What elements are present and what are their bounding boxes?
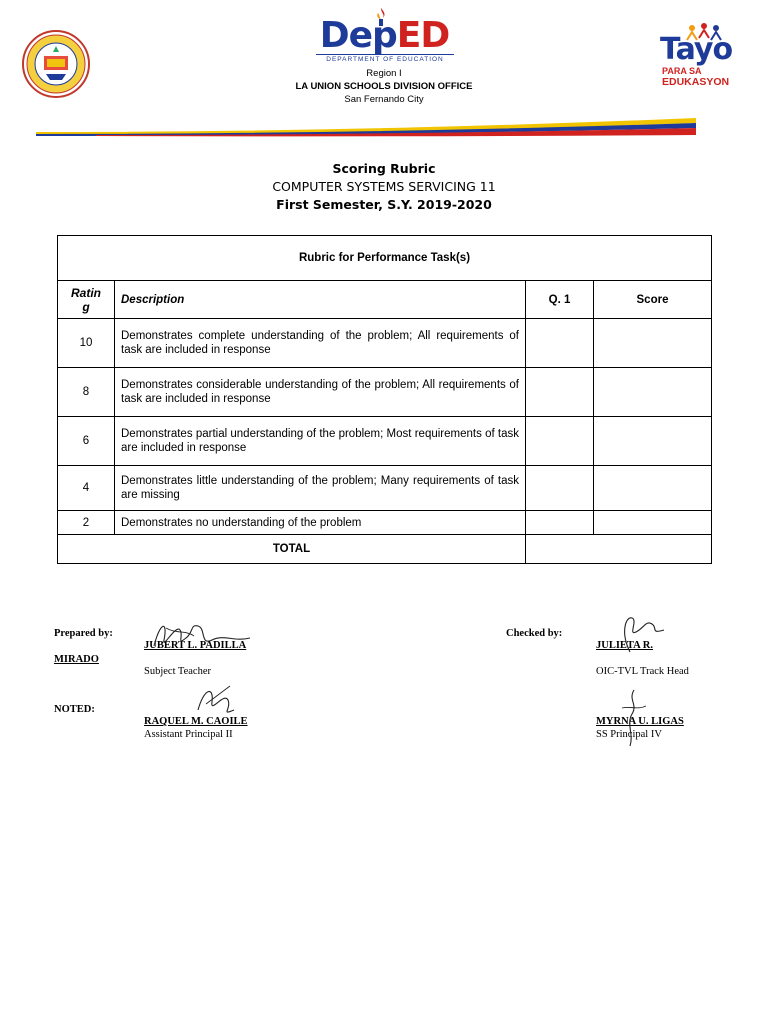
office-address-block bbox=[200, 67, 568, 106]
principal-name: MYRNA U. LIGAS bbox=[596, 716, 684, 727]
header-description: Description bbox=[115, 281, 526, 319]
prepared-name: JUBERT L. PADILLA bbox=[144, 640, 247, 651]
header-q1: Q. 1 bbox=[526, 281, 594, 319]
principal-title: SS Principal IV bbox=[596, 729, 662, 740]
table-row bbox=[58, 511, 712, 535]
deped-logo bbox=[312, 8, 457, 68]
tayo-logo-sub1: PARA SA bbox=[662, 66, 702, 76]
header-rating: Ratin g bbox=[58, 281, 115, 319]
prepared-title: Subject Teacher bbox=[144, 666, 211, 677]
q1-cell bbox=[526, 368, 594, 417]
score-cell bbox=[594, 319, 712, 368]
rating-cell: 2 bbox=[58, 511, 115, 535]
deped-logo-text-dep: Dep bbox=[319, 15, 397, 56]
table-row bbox=[58, 466, 712, 511]
table-row bbox=[58, 368, 712, 417]
q1-cell bbox=[526, 319, 594, 368]
rating-cell: 10 bbox=[58, 319, 115, 368]
office-name: LA UNION SCHOOLS DIVISION OFFICE bbox=[295, 81, 473, 92]
division-seal-logo bbox=[16, 30, 96, 98]
description-cell: Demonstrates no understanding of the problem bbox=[115, 511, 526, 535]
signature-julieta bbox=[610, 612, 666, 656]
rubric-table bbox=[57, 235, 712, 564]
checked-name: JULIETA R. bbox=[596, 640, 653, 651]
checked-title: OIC-TVL Track Head bbox=[596, 666, 689, 677]
signature-padilla bbox=[146, 616, 256, 656]
score-cell bbox=[594, 511, 712, 535]
q1-cell bbox=[526, 417, 594, 466]
total-row bbox=[58, 535, 712, 564]
title-course: COMPUTER SYSTEMS SERVICING 11 bbox=[272, 179, 496, 194]
rating-cell: 8 bbox=[58, 368, 115, 417]
table-row bbox=[58, 417, 712, 466]
deped-logo-text-ed: ED bbox=[396, 15, 450, 56]
signature-ligas bbox=[612, 686, 652, 750]
rubric-caption: Rubric for Performance Task(s) bbox=[58, 236, 712, 281]
deped-logo-subtitle: DEPARTMENT OF EDUCATION bbox=[316, 54, 454, 63]
table-row bbox=[58, 319, 712, 368]
rating-cell: 4 bbox=[58, 466, 115, 511]
document-title-block bbox=[160, 160, 608, 214]
rating-cell: 6 bbox=[58, 417, 115, 466]
description-cell: Demonstrates little understanding of the problem; Many requirements of task are missing bbox=[115, 466, 526, 511]
region-label: Region I bbox=[366, 68, 402, 79]
total-value bbox=[526, 535, 712, 564]
total-label: TOTAL bbox=[58, 535, 526, 564]
title-scoring-rubric: Scoring Rubric bbox=[332, 161, 436, 176]
description-cell: Demonstrates considerable understanding of the problem; All requirements of task are included in response bbox=[115, 368, 526, 417]
description-cell: Demonstrates partial understanding of the problem; Most requirements of task are included in response bbox=[115, 417, 526, 466]
tayo-para-sa-edukasyon-logo bbox=[656, 22, 750, 88]
header-score: Score bbox=[594, 281, 712, 319]
score-cell bbox=[594, 417, 712, 466]
checked-by-label: Checked by: bbox=[506, 628, 563, 639]
description-cell: Demonstrates complete understanding of the problem; All requirements of task are included in response bbox=[115, 319, 526, 368]
signature-caoile bbox=[194, 680, 240, 720]
score-cell bbox=[594, 466, 712, 511]
prepared-by-label: Prepared by: bbox=[54, 628, 113, 639]
q1-cell bbox=[526, 511, 594, 535]
noted-title: Assistant Principal II bbox=[144, 729, 233, 740]
rubric-header-row bbox=[58, 281, 712, 319]
noted-label: NOTED: bbox=[54, 704, 95, 715]
prepared-name-continued: MIRADO bbox=[54, 654, 99, 665]
header-banner-stripe bbox=[36, 115, 696, 139]
score-cell bbox=[594, 368, 712, 417]
city-label: San Fernando City bbox=[344, 94, 424, 105]
noted-name: RAQUEL M. CAOILE bbox=[144, 716, 248, 727]
q1-cell bbox=[526, 466, 594, 511]
tayo-logo-text: Tayo bbox=[660, 32, 733, 67]
title-semester: First Semester, S.Y. 2019-2020 bbox=[276, 197, 492, 212]
tayo-logo-sub2: EDUKASYON bbox=[662, 76, 730, 88]
